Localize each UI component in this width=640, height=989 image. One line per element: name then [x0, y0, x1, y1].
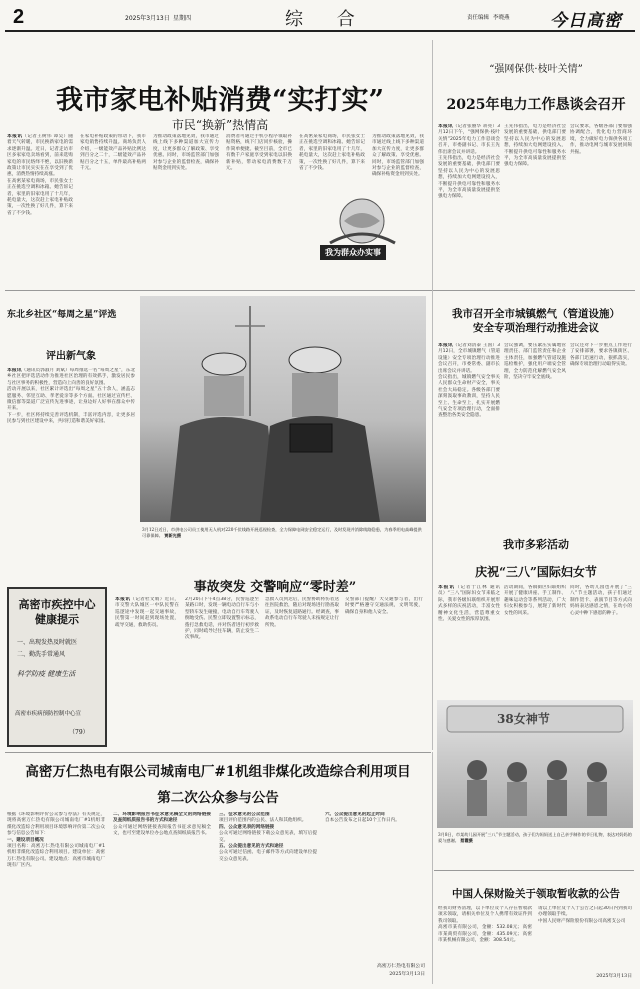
column-rule-2 — [432, 290, 433, 750]
notice2-col1: 经我司财务清理，以下单位及个人存在暂收款项未领取，请相关单位及个人携带有效证件到我司领取。 高密市某有限公司，金额：532.08元；高密市某商贸有限公司，金额：435.09元；高密市某机械有限公司，金额：308.54元。 — [438, 906, 532, 944]
story1-col5: 在高密某家电商场，市民张女士正在挑选空调和冰箱。她告诉记者，家里的旧家电用了十几年，耗电量大，这次赶上家电补贴政策，一次性换了好几件，算下来省了不少钱。 — [299, 134, 365, 172]
workers-photo-art — [140, 296, 426, 522]
story2-col2: 王先伟指出，电力是经济社会发展的重要基础，供电部门要坚持以人民为中心的发展思想，持续加大电网建设投入，不断提升供电可靠性和服务水平，为全市高质量发展提供坚强电力保障。 — [504, 124, 566, 168]
ad-footer: 高密市疾病预防控制中心宣 — [15, 711, 82, 717]
story6-col1: 本报讯（记者于江林 通讯员）“三八”国际妇女节来临之际，我市各级妇联组织开展形式多样的庆祝活动，丰富女性精神文化生活，营造尊重女性、关爱女性的浓厚氛围。 — [438, 585, 500, 623]
story1-col3: 为推动政策落地见效，我市通过线上线下多种渠道加大宣传力度，让更多群众了解政策、享受优惠。同时，市场监管部门加强对参与企业的监督检查，确保补贴资金用到实处。 — [153, 134, 219, 172]
health-ad — [7, 587, 107, 747]
story2-col1: 本报讯（记者张丽华 蒋亮）3月12日下午，“强网保供·枝叶关情”2025年电力工作恳谈会召开，市委副书记、市长王先伟出席会议并讲话。 王先伟指出，电力是经济社会发展的重要基础，供电部门要坚持以人民为中心的发展思想，持续加大电网建设投入，不断提升供电可靠性和服务水平，为全市高质量发展提供坚强电力保障。 — [438, 124, 500, 200]
story2-col3: 会议要求，各级各部门要加强协调配合，优化电力营商环境，全力做好电力保供各项工作，推动电网与城市发展同频共振。 — [570, 124, 632, 155]
divider-3 — [434, 870, 634, 871]
photo2-caption-text: 3月8日，市某幼儿园开展“三八”节主题活动，孩子们为妈妈送上自己亲手制作的节日礼物，表达对妈妈的爱与感谢。 — [438, 832, 632, 843]
notice1-col1: 根据《环境影响评价公众参与办法》有关规定，现将高密万仁热电有限公司城南电厂#1机组非煤化改造综合利用项目环境影响评价第二次公众参与信息公告如下： 一、建设项目概况 项目名称：高密万仁热电有限公司城南电厂#1机组非煤化改造综合利用项目。建设单位：高密万仁热电有限公司。建设地点：高密市城南电厂现有厂区内。 — [7, 812, 105, 869]
notice2-body — [438, 906, 634, 986]
notice2-col2: 请以上单位及个人于公告之日起30日内到我司办理领取手续。 中国人民财产保险股份有限公司高密支公司 — [538, 906, 632, 924]
notice2-title: 中国人保财险关于领取暂收款的公告 — [452, 888, 620, 900]
story2-byline: 本报讯 — [438, 124, 453, 129]
divider-2 — [5, 752, 431, 753]
story6-subtitle: 庆祝“三八”国际妇女节 — [475, 565, 597, 579]
story1-col2: 在家电补贴政策的带动下，我市家电销售持续升温。商场负责人介绍，一级能效产品补贴比例达到百分之二十，二级能效产品补贴百分之十五，单件最高补贴两千元。 — [80, 134, 146, 172]
story4-title: 事故突发 交警响应“零时差” — [193, 580, 357, 595]
masthead-bar — [5, 2, 635, 32]
page-number: 2 — [13, 6, 25, 28]
story1-col4: 消费者可通过手机小程序领取补贴资格，线下门店同步核验，操作简单便捷。截至目前，全市已有数千户家庭享受到家电以旧换新补贴，带动家电消费数千万元。 — [226, 134, 292, 172]
story3-title: 东北乡社区“每周之星”评选 — [7, 310, 117, 320]
notice1-subtitle: 第二次公众参与公告 — [157, 790, 279, 806]
ad-line3: 科学防疫 健康生活 — [17, 670, 76, 678]
photo2-caption — [438, 832, 634, 862]
story6-col3: 同时，各幼儿园也开展了“三八”节主题活动，孩子们通过制作贺卡、表演节目等方式向妈妈表达感恩之情，在幼小的心灵中种下感恩的种子。 — [570, 585, 632, 616]
paper-logo: 今日高密 — [550, 11, 622, 31]
story5-title: 我市召开全市城镇燃气（管道设施） — [452, 308, 620, 320]
ad-title: 高密市疾控中心 健康提示 — [18, 598, 96, 626]
story6-byline: 本报讯 — [438, 585, 455, 590]
ad-line1: 一、出现发热及时就医 — [17, 639, 78, 646]
story4-col2: 2月20日下午4点38分，民警巡逻至某路口时，发现一辆电动自行车与小型轿车发生碰撞，电动自行车驾驶人倒地受伤。民警立即设置警示标志，拨打急救电话，并对伤者进行初步救护，同时疏导过往车辆，防止发生二次事故。 — [185, 597, 259, 641]
story4-col3: 急救人员到达后，民警协助将伤者送往医院救治，随后对现场进行勘查取证，及时恢复道路通行。经调查，事故系电动自行车驾驶人未按规定让行所致。 — [265, 597, 339, 628]
notice1-col3: 三、征求意见的公众范围 项目评价范围内的公民、法人和其他组织。 四、公众意见表的网络链接 公众可通过网络链接下载公众意见表，填写后提交。 五、公众提出意见的方式和途径 公众可通过信函、电子邮件等方式向建设单位提交公众意见表。 — [219, 812, 317, 862]
story1-title: 我市家电补贴消费“实打实” — [55, 85, 385, 116]
story1-col1: 本报讯（记者王树伟 谭昊）随着天气转暖，市民换新家电的需求逐渐升温。近日，记者走访市区多家家电卖场看到，前来选购家电的市民络绎不绝，以旧换新政策让市民实实在在享受到了优惠，消费热情持续高涨。 在高密某家电商场，市民张女士正在挑选空调和冰箱。她告诉记者，家里的旧家电用了十几年，耗电量大，这次赶上家电补贴政策，一次性换了好几件，算下来省了不少钱。 — [7, 134, 73, 216]
story3-body: 本报讯（通讯员郭淑月 刘斌）每周推选一名“每周之星”，东北乡社区把评选活动作为推进社区治理的有效抓手，激发居民参与社区事务的积极性，营造向上向善的良好氛围。 活动开展以来，社区累计评选出“每周之星”五十余人，涵盖志愿服务、邻里互助、孝老爱亲等多个方面。社区通过宣传栏、微信群等渠道广泛宣传先进事迹，让身边好人好事在群众中传开来。 下一步，社区将持续完善评选机制，丰富评选内容，让更多居民参与到社区建设中来，共同打造和谐美好家园。 — [7, 368, 135, 425]
story5-byline: 本报讯 — [438, 343, 453, 348]
editor-name: 李晓燕 — [493, 15, 510, 21]
service-badge — [300, 195, 425, 265]
story1-col6: 为推动政策落地见效，我市通过线上线下多种渠道加大宣传力度，让更多群众了解政策、享受优惠。同时，市场监管部门加强对参与企业的监督检查，确保补贴资金用到实处。 — [372, 134, 424, 178]
notice1-col4: 六、公众提出意见的起止时间 自本公告发布之日起10个工作日内。 — [325, 812, 400, 824]
column-rule — [432, 40, 433, 290]
story4-byline: 本报讯 — [115, 597, 131, 602]
story2-body — [438, 124, 634, 284]
story5-body — [438, 343, 634, 523]
photo2-credit: 蔡霞摄 — [460, 837, 473, 843]
photo1-credit: 贾新光摄 — [164, 532, 182, 538]
story3-subtitle: 评出新气象 — [46, 351, 96, 362]
story1-subtitle: 市民“换新”热情高 — [171, 118, 269, 132]
story4-body — [115, 597, 427, 747]
story4-col4: 交警部门提醒广大交通参与者，出行时要严格遵守交通法规，文明驾驶，确保自身和他人安全。 — [345, 597, 423, 615]
story2-kicker: “强网保供·枝叶关情” — [489, 64, 583, 75]
story1-byline: 本报讯 — [7, 134, 23, 139]
workers-photo — [140, 296, 426, 522]
story6-body — [438, 585, 634, 693]
notice1-date: 2025年3月13日 — [389, 972, 425, 977]
story5-col2: 会议强调，要压紧压实属地管理责任、部门监管责任和企业主体责任，加强燃气管道设施巡检维护，强化用户端安全管理，全力防范化解燃气安全风险，坚决守牢安全底线。 — [504, 343, 566, 381]
story5-col3: 会议还对下一步重点工作进行了安排部署，要求各镇街区、各部门迅速行动，狠抓落实，确保专项治理行动取得实效。 — [570, 343, 632, 368]
kids-photo — [437, 700, 633, 828]
section-name: 综 合 — [285, 9, 369, 30]
story6-title: 我市多彩活动 — [503, 538, 569, 551]
editor-label: 责任编辑 — [467, 15, 490, 21]
notice2-date: 2025年3月13日 — [596, 974, 632, 979]
notice1-title: 高密万仁热电有限公司城南电厂#1机组非煤化改造综合利用项目 — [25, 764, 411, 780]
issue-date: 2025年3月13日 — [125, 15, 170, 22]
story2-title: 2025年电力工作恳谈会召开 — [446, 97, 626, 113]
divider — [5, 290, 635, 291]
kids-banner-text: 38女神节 — [497, 712, 550, 726]
ad-tag: （79） — [69, 729, 89, 736]
story5-col1: 本报讯（记者刘清泰 王国）3月12日，全市城镇燃气（管道设施）安全专项治理行动推进会议召开，市委常委、副市长出席会议并讲话。 会议指出，城镇燃气安全事关人民群众生命财产安全，事关社会大局稳定。各级各部门要深刻汲取事故教训，坚持人民至上、生命至上，扎实开展燃气安全专项治理行动，全面排查整治各类安全隐患。 — [438, 343, 500, 419]
column-rule-3 — [432, 752, 433, 984]
story3-byline: 本报讯 — [7, 368, 22, 373]
notice1-col2: 二、环境影响报告书征求意见稿全文的网络链接及查阅纸质报告书的方式和途径 公众可通过网络链接查阅报告书征求意见稿全文，也可至建设单位办公地点查阅纸质报告书。 — [113, 812, 211, 837]
ad-line2: 二、勤洗手常通风 — [17, 651, 66, 658]
story5-subtitle: 安全专项治理行动推进会议 — [473, 322, 599, 334]
story6-col2: 活动期间，各镇街区妇联组织开展了健康讲座、手工制作、趣味运动会等系列活动，广大妇女积极参与，展现了新时代女性的风采。 — [504, 585, 566, 616]
issue-weekday: 星期四 — [173, 15, 192, 22]
story4-col1: 本报讯（记者杜文娟）近日，市交警大队城区一中队民警在巡逻途中发现一起交通事故，民警第一时间赶到现场处置，疏导交通，救助伤员。 — [115, 597, 179, 628]
notice1-signer: 高密万仁热电有限公司 — [377, 964, 425, 969]
notice1-body — [7, 812, 429, 984]
photo1-caption-text: 3月12日近日，市供电公司员工使用无人机对220千伏线路开展巡视检查，全力保障电网安全稳定运行，及时发现并消除线路隐患，为春季用电高峰提供可靠保障。 — [142, 527, 422, 538]
badge-label: 我为群众办实事 — [320, 245, 386, 260]
photo1-caption — [142, 527, 424, 557]
